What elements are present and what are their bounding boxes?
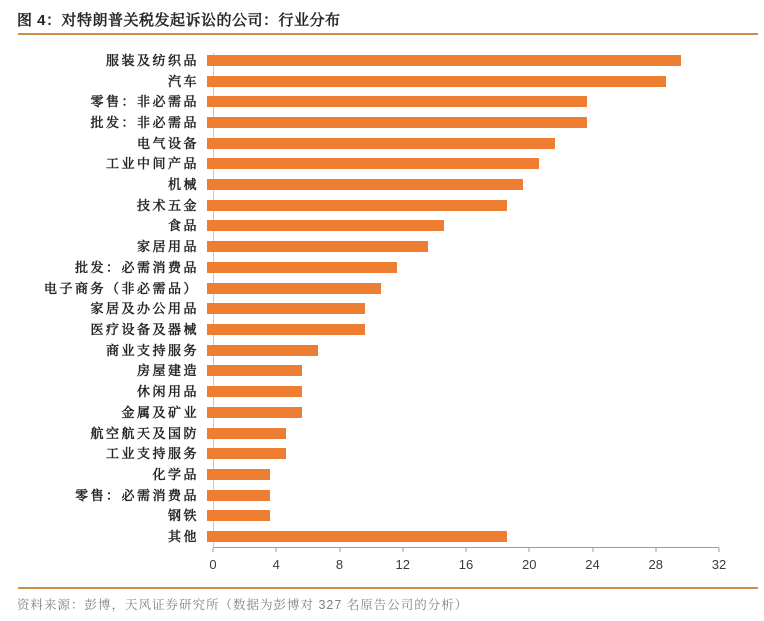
category-label: 技术五金	[136, 197, 199, 213]
title-divider-line	[18, 33, 758, 35]
bar-row	[0, 443, 764, 464]
bar-rows	[0, 50, 764, 547]
category-label: 金属及矿业	[121, 404, 199, 420]
bar	[207, 490, 270, 501]
category-label: 零售：必需消费品	[74, 487, 199, 503]
x-axis-tick	[402, 548, 403, 552]
industry-bar-chart	[0, 50, 764, 547]
bar	[207, 138, 555, 149]
bar-row	[0, 464, 764, 485]
x-axis-tick	[592, 548, 593, 552]
category-label: 钢铁	[167, 508, 199, 524]
category-label: 食品	[167, 218, 199, 234]
category-label: 电子商务（非必需品）	[43, 280, 199, 296]
bar-row	[0, 319, 764, 340]
bar-track	[206, 55, 712, 66]
bar-track	[206, 407, 712, 418]
bar	[207, 428, 286, 439]
x-axis	[209, 547, 727, 577]
bar-row	[0, 423, 764, 444]
category-label: 批发：非必需品	[90, 114, 199, 130]
bar-track	[206, 324, 712, 335]
bar-track	[206, 179, 712, 190]
bar-track	[206, 303, 712, 314]
bar-track	[206, 76, 712, 87]
figure-title: 图 4：对特朗普关税发起诉讼的公司：行业分布	[17, 12, 341, 29]
bar-track	[206, 510, 712, 521]
category-label: 商业支持服务	[105, 342, 199, 358]
bar-row	[0, 195, 764, 216]
category-label: 零售：非必需品	[90, 94, 199, 110]
category-label: 工业支持服务	[105, 446, 199, 462]
bar-row	[0, 91, 764, 112]
bar-row	[0, 340, 764, 361]
bar-row	[0, 154, 764, 175]
category-label: 其他	[167, 529, 199, 545]
bar	[207, 345, 318, 356]
category-label: 房屋建造	[136, 363, 199, 379]
category-label: 医疗设备及器械	[90, 321, 199, 337]
bar-track	[206, 200, 712, 211]
x-axis-tick	[339, 548, 340, 552]
bar-row	[0, 71, 764, 92]
bar-track	[206, 117, 712, 128]
x-axis-tick-label: 28	[648, 557, 663, 572]
bar-row	[0, 402, 764, 423]
x-axis-tick-label: 16	[458, 557, 474, 572]
x-axis-tick	[213, 548, 214, 552]
bar-track	[206, 386, 712, 397]
bar-track	[206, 531, 712, 542]
bar	[207, 531, 507, 542]
category-label: 工业中间产品	[105, 156, 199, 172]
bar	[207, 76, 666, 87]
bar	[207, 96, 587, 107]
bar-track	[206, 365, 712, 376]
bar	[207, 220, 444, 231]
bar-row	[0, 278, 764, 299]
bar-track	[206, 220, 712, 231]
bar	[207, 200, 507, 211]
bar-row	[0, 236, 764, 257]
category-label: 服装及纺织品	[105, 52, 199, 68]
category-label: 家居用品	[136, 239, 199, 255]
x-axis-tick-label: 24	[585, 557, 600, 572]
bar	[207, 179, 523, 190]
category-label: 航空航天及国防	[90, 425, 199, 441]
bar	[207, 448, 286, 459]
bar-row	[0, 133, 764, 154]
source-note: 资料来源：彭博，天风证券研究所（数据为彭博对 327 名原告公司的分析）	[17, 598, 469, 612]
bar-row	[0, 505, 764, 526]
bar	[207, 262, 397, 273]
category-label: 休闲用品	[136, 384, 199, 400]
bar-track	[206, 158, 712, 169]
category-label: 家居及办公用品	[90, 301, 199, 317]
bar	[207, 241, 428, 252]
bar-row	[0, 50, 764, 71]
footer-divider-line	[18, 587, 758, 589]
x-axis-tick-label: 4	[272, 557, 280, 572]
bar-row	[0, 381, 764, 402]
x-axis-tick-label: 8	[335, 557, 344, 572]
x-axis-tick-label: 20	[522, 557, 537, 572]
bar	[207, 407, 302, 418]
bar-row	[0, 174, 764, 195]
x-axis-tick	[719, 548, 720, 552]
bar-track	[206, 241, 712, 252]
bar	[207, 365, 302, 376]
bar	[207, 303, 365, 314]
bar	[207, 324, 365, 335]
bar-row	[0, 361, 764, 382]
bar-row	[0, 485, 764, 506]
bar-track	[206, 469, 712, 480]
x-axis-tick	[466, 548, 467, 552]
bar-row	[0, 216, 764, 237]
x-axis-tick	[655, 548, 656, 552]
bar-track	[206, 138, 712, 149]
bar-track	[206, 345, 712, 356]
category-label: 化学品	[152, 466, 199, 482]
bar	[207, 55, 681, 66]
bar	[207, 117, 587, 128]
x-axis-tick-label: 12	[395, 557, 410, 572]
bar	[207, 386, 302, 397]
category-label: 机械	[167, 177, 199, 193]
bar	[207, 283, 381, 294]
x-axis-tick-label: 32	[711, 557, 727, 572]
bar-track	[206, 428, 712, 439]
bar-track	[206, 96, 712, 107]
bar-track	[206, 448, 712, 459]
category-label: 电气设备	[136, 135, 199, 151]
bar-track	[206, 283, 712, 294]
x-axis-tick	[276, 548, 277, 552]
bar-row	[0, 257, 764, 278]
bar-row	[0, 526, 764, 547]
x-axis-tick	[529, 548, 530, 552]
bar	[207, 158, 539, 169]
bar-track	[206, 262, 712, 273]
category-label: 汽车	[167, 73, 199, 89]
bar-row	[0, 112, 764, 133]
bar-track	[206, 490, 712, 501]
category-label: 批发：必需消费品	[74, 259, 199, 275]
x-axis-tick-label: 0	[209, 557, 217, 572]
bar	[207, 510, 270, 521]
bar	[207, 469, 270, 480]
bar-row	[0, 298, 764, 319]
